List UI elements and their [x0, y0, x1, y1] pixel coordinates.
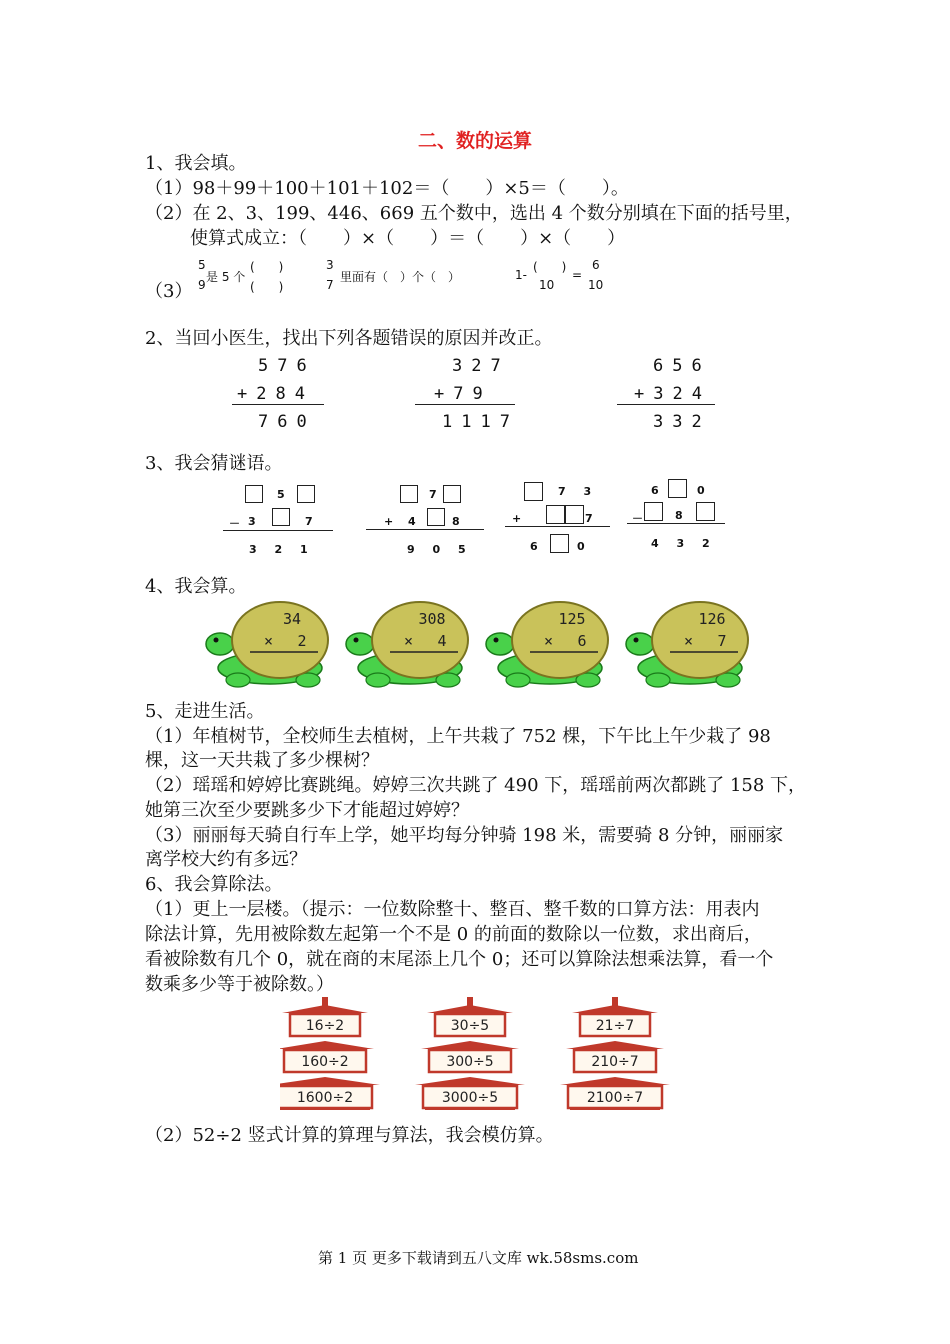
turtle-head — [346, 633, 374, 655]
q5-line1: （1）年植树节，全校师生去植树，上午共栽了 752 棵，下午比上午少栽了 98 — [145, 726, 771, 747]
turtle-op: × — [264, 632, 274, 650]
turtle-eye — [354, 638, 359, 643]
q2-heading: 2、当回小医生，找出下列各题错误的原因并改正。 — [145, 328, 553, 349]
turtle-leg — [506, 673, 530, 687]
turtle-op: × — [404, 632, 414, 650]
q3-p3-box-c[interactable] — [565, 505, 584, 524]
q1-p3-frac4-num: 6 — [592, 258, 600, 272]
q3-p3-box-a[interactable] — [524, 482, 543, 501]
tower-expression: 16÷2 — [305, 1018, 345, 1034]
q3-p4-line — [627, 523, 725, 524]
q6-part2: （2）52÷2 竖式计算的算理与算法，我会模仿算。 — [145, 1125, 554, 1146]
q2-p2-result: 1117 — [442, 412, 519, 432]
tower-base — [280, 1107, 370, 1110]
q3-p4-result: 4 3 2 — [651, 537, 710, 550]
turtle-1 — [206, 602, 328, 687]
tower-row — [280, 995, 680, 1115]
tower-roof — [282, 1005, 368, 1013]
q3-p3-box-b[interactable] — [546, 505, 565, 524]
turtle-head — [486, 633, 514, 655]
q2-p3-line — [617, 404, 715, 405]
turtle-2 — [346, 602, 468, 687]
q3-p4-box-c[interactable] — [696, 502, 715, 521]
q2-p3-result: 332 — [653, 412, 711, 432]
q1-p3-frac3-den: 10 — [539, 278, 555, 292]
q2-p1-result: 760 — [258, 412, 316, 432]
q6-line2: 除法计算，先用被除数左起第一个不是 0 的前面的数除以一位数，求出商后， — [145, 924, 762, 945]
turtle-eye — [494, 638, 499, 643]
q6-line4: 数乘多少等于被除数。） — [145, 974, 334, 995]
q5-line6: 离学校大约有多远？ — [145, 849, 307, 870]
q3-p4-op: － — [632, 512, 643, 525]
q1-p3-frac2-den: 7 — [326, 278, 334, 292]
turtle-row — [200, 596, 790, 696]
turtle-top-number: 308 — [418, 610, 446, 628]
q3-p1-result: 3 2 1 — [249, 543, 308, 556]
tower-expression: 300÷5 — [446, 1054, 494, 1070]
q2-p2-bottom: +79 — [434, 384, 492, 404]
q1-p3-frac3-prefix: 1- — [515, 268, 527, 282]
q2-p1-line — [232, 404, 324, 405]
q3-p3-mid2: 7 — [585, 512, 593, 525]
tower-roof — [572, 1005, 658, 1013]
turtle-eye — [214, 638, 219, 643]
q2-p2-line — [415, 404, 515, 405]
q2-p1-top: 576 — [258, 356, 316, 376]
q3-p3-result2: 0 — [577, 540, 585, 553]
q3-p2-line — [366, 529, 484, 530]
turtle-multiplier: 4 — [437, 632, 447, 650]
page-footer: 第 1 页 更多下载请到五八文库 wk.58sms.com — [318, 1249, 639, 1267]
q3-p4-top1: 6 — [651, 484, 659, 497]
q1-p3-frac1-text: 是 5 个 — [206, 270, 246, 284]
q6-line1: （1）更上一层楼。（提示：一位数除整十、整百、整千数的口算方法：用表内 — [145, 899, 760, 920]
q2-p2-top: 327 — [452, 356, 510, 376]
q3-heading: 3、我会猜谜语。 — [145, 453, 283, 474]
q2-p1-bottom: +284 — [237, 384, 314, 404]
q1-p3-paren-num: ( ) — [250, 260, 284, 274]
q1-p3-paren-den: ( ) — [250, 280, 284, 294]
tower-expression: 2100÷7 — [586, 1090, 644, 1106]
turtle-op: × — [544, 632, 554, 650]
turtle-multiplier: 6 — [577, 632, 587, 650]
tower-roof — [280, 1041, 374, 1049]
tower-expression: 3000÷5 — [441, 1090, 499, 1106]
q3-p3-box-d[interactable] — [550, 534, 569, 553]
q3-p2-op: + — [384, 515, 394, 528]
q1-p3-eq: = — [572, 268, 583, 282]
tower-expression: 1600÷2 — [296, 1090, 354, 1106]
turtle-top-number: 34 — [282, 610, 302, 628]
q3-p1-op: － — [229, 517, 240, 530]
q3-p1-mid1: 3 — [248, 515, 256, 528]
q3-p3-op: + — [512, 512, 522, 525]
turtle-head — [626, 633, 654, 655]
q3-p2-result: 9 0 5 — [407, 543, 466, 556]
q1-heading: 1、我会填。 — [145, 153, 247, 174]
tower-roof — [415, 1077, 525, 1085]
turtle-head — [206, 633, 234, 655]
q3-p4-top2: 0 — [697, 484, 705, 497]
tower-roof — [421, 1041, 519, 1049]
tower-1 — [280, 997, 380, 1110]
q1-part2-line1: （2）在 2、3、199、446、669 五个数中，选出 4 个数分别填在下面的括号里， — [145, 203, 803, 224]
q5-line2: 棵，这一天共栽了多少棵树？ — [145, 750, 379, 771]
tower-roof — [566, 1041, 664, 1049]
tower-expression: 160÷2 — [301, 1054, 349, 1070]
q2-p3-bottom: +324 — [634, 384, 711, 404]
q1-p3-frac2-num: 3 — [326, 258, 334, 272]
q5-line3: （2）瑶瑶和婷婷比赛跳绳。婷婷三次共跳了 490 下，瑶瑶前两次都跳了 158 下， — [145, 775, 807, 796]
q1-part1: （1）98＋99＋100＋101＋102＝（ ）×5＝（ ）。 — [145, 178, 629, 199]
page-title: 二、数的运算 — [418, 130, 533, 152]
turtle-top-number: 126 — [698, 610, 726, 628]
q3-p1-box-a[interactable] — [245, 485, 263, 503]
q1-p3-frac2-text: 里面有（ ）个（ ） — [340, 270, 461, 284]
q3-p1-line — [223, 530, 333, 531]
turtle-3 — [486, 602, 608, 687]
tower-expression: 210÷7 — [591, 1054, 639, 1070]
q3-p2-box-a[interactable] — [400, 485, 418, 503]
q5-line4: 她第三次至少要跳多少下才能超过婷婷？ — [145, 800, 469, 821]
q3-p2-mid1: 4 — [408, 515, 416, 528]
q3-p1-box-c[interactable] — [272, 508, 290, 526]
q3-p4-box-b[interactable] — [644, 502, 663, 521]
q3-p4-mid1: 8 — [675, 509, 683, 522]
q1-p3-frac4-den: 10 — [588, 278, 604, 292]
q3-p1-box-b[interactable] — [297, 485, 315, 503]
turtle-leg — [366, 673, 390, 687]
q3-p1-top: 5 — [277, 488, 285, 501]
turtle-op: × — [684, 632, 694, 650]
tower-expression: 21÷7 — [595, 1018, 635, 1034]
tower-roof — [560, 1077, 670, 1085]
q3-p2-box-b[interactable] — [443, 485, 461, 503]
q6-line3: 看被除数有几个 0，就在商的末尾添上几个 0；还可以算除法想乘法算，看一个 — [145, 949, 774, 970]
q3-p1-mid2: 7 — [305, 515, 313, 528]
turtle-leg — [646, 673, 670, 687]
q1-p3-frac1-num: 5 — [198, 258, 206, 272]
tower-base — [425, 1107, 515, 1110]
turtle-multiplier: 7 — [717, 632, 727, 650]
q4-heading: 4、我会算。 — [145, 576, 247, 597]
q3-p2-mid2: 8 — [452, 515, 460, 528]
turtle-leg — [226, 673, 250, 687]
q3-p4-box-a[interactable] — [668, 479, 687, 498]
q3-p2-box-c[interactable] — [427, 508, 445, 526]
q3-p3-result1: 6 — [530, 540, 538, 553]
q5-heading: 5、走进生活。 — [145, 701, 265, 722]
q2-p3-top: 656 — [653, 356, 711, 376]
tower-roof — [427, 1005, 513, 1013]
tower-roof — [280, 1077, 380, 1085]
tower-2 — [415, 997, 525, 1110]
tower-base — [570, 1107, 660, 1110]
q3-p3-line — [505, 526, 610, 527]
tower-expression: 30÷5 — [450, 1018, 490, 1034]
q6-heading: 6、我会算除法。 — [145, 874, 283, 895]
q3-p2-top: 7 — [429, 488, 437, 501]
q1-p3-frac1-den: 9 — [198, 278, 206, 292]
q1-p3-frac3-paren: ( ) — [533, 260, 567, 274]
turtle-4 — [626, 602, 748, 687]
tower-3 — [560, 997, 670, 1110]
q5-line5: （3）丽丽每天骑自行车上学，她平均每分钟骑 198 米，需要骑 8 分钟，丽丽家 — [145, 825, 784, 846]
turtle-top-number: 125 — [558, 610, 586, 628]
q3-p3-top: 7 3 — [558, 485, 592, 498]
q1-part2-line2: 使算式成立：（ ）×（ ）＝（ ）×（ ） — [190, 228, 626, 249]
turtle-multiplier: 2 — [297, 632, 307, 650]
q1-part3-label: （3） — [145, 281, 193, 302]
turtle-eye — [634, 638, 639, 643]
turtle-shell — [232, 602, 328, 678]
